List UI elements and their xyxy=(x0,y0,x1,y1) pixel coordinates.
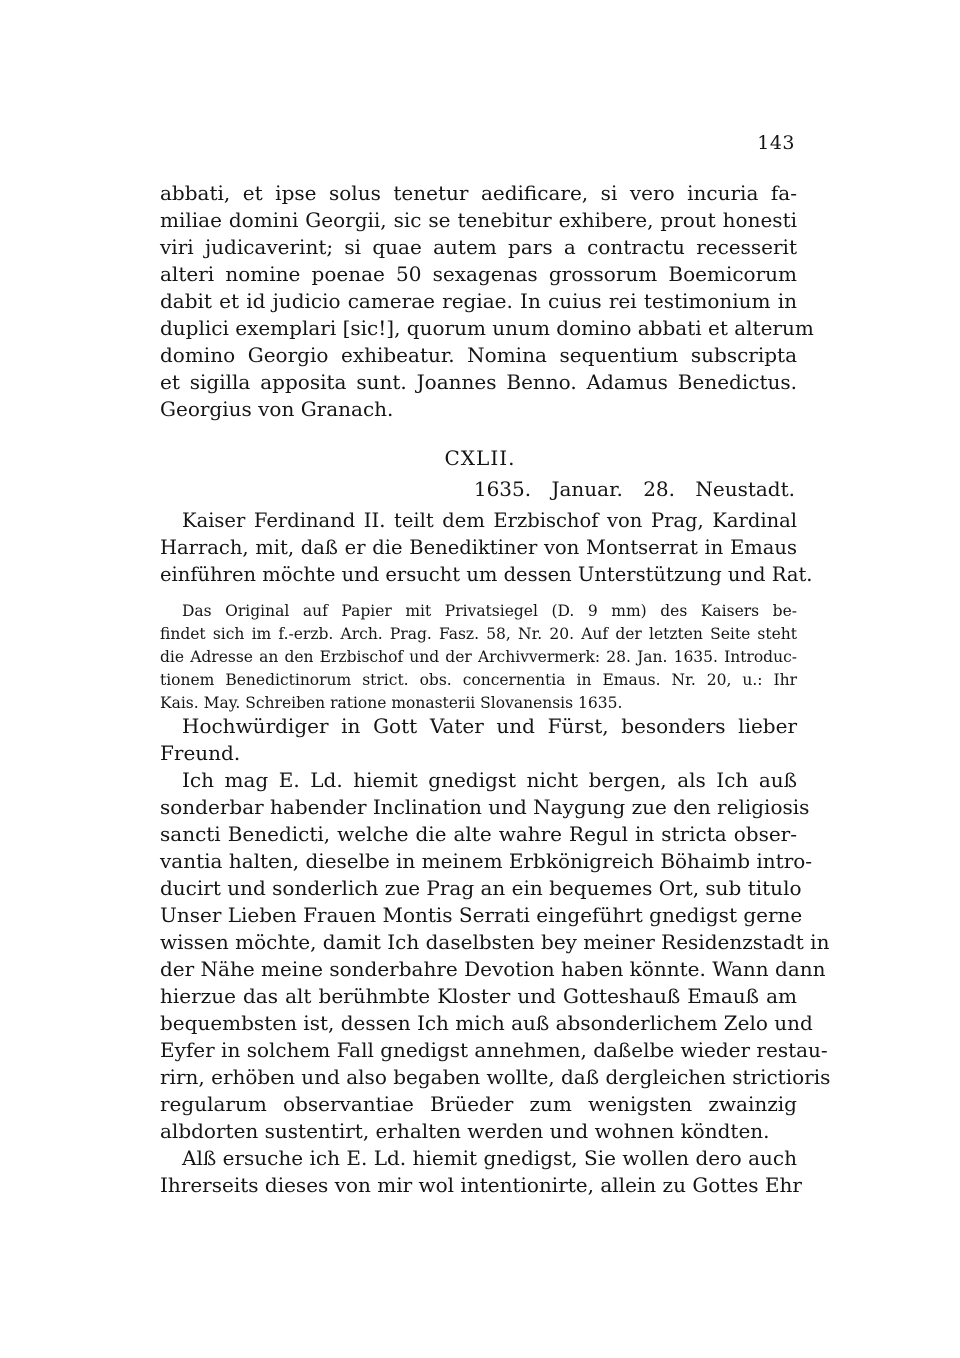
regest-line: Harrach, mit, daß er die Benediktiner von Montserrat in Emaus xyxy=(160,536,797,559)
letter-line: Unser Lieben Frauen Montis Serrati eingeführt gnedigst gerne xyxy=(160,903,803,927)
letter-line: rirn, erhöben und also begaben wollte, daß dergleichen strictioris xyxy=(160,1065,831,1089)
dateline-year: 1635. xyxy=(473,477,532,501)
dateline-place: Neustadt. xyxy=(695,477,795,501)
text-line: dabit et id judicio camerae regiae. In cuius rei testimonium in xyxy=(160,289,797,313)
page-number: 143 xyxy=(757,132,795,154)
letter-line: wissen möchte, damit Ich daselbsten bey meiner Residenzstadt in xyxy=(160,930,830,954)
letter-line: sonderbar habender Inclination und Naygung zue den religiosis xyxy=(160,795,810,819)
note-line: tionem Benedictinorum strict. obs. concernentia in Emaus. Nr. 20, u.: Ihr xyxy=(160,671,797,689)
regest-line: einführen möchte und ersucht um dessen Unterstützung und Rat. xyxy=(160,563,813,586)
text-line: viri judicaverint; si quae autem pars a contractu recesserit xyxy=(160,235,797,259)
letter-line: Alß ersuche ich E. Ld. hiemit gnedigst, Sie wollen dero auch xyxy=(182,1146,797,1170)
latin-text-block xyxy=(160,180,814,423)
letter-line: sancti Benedicti, welche die alte wahre Regul in stricta obser- xyxy=(160,822,797,846)
source-note xyxy=(160,600,797,715)
letter-line: Eyfer in solchem Fall gnedigst annehmen, daßelbe wieder restau- xyxy=(160,1038,828,1062)
letter-line: Ich mag E. Ld. hiemit gnedigst nicht bergen, als Ich auß xyxy=(182,768,797,792)
regest-line: Kaiser Ferdinand II. teilt dem Erzbischof von Prag, Kardinal xyxy=(182,509,797,532)
text-line: abbati, et ipse solus tenetur aedificare, si vero incuria fa- xyxy=(160,181,797,205)
text-line: et sigilla apposita sunt. Joannes Benno. Adamus Benedictus. xyxy=(160,370,797,394)
letter-line: bequembsten ist, dessen Ich mich auß absonderlichem Zelo und xyxy=(160,1011,813,1035)
document-number-text: CXLII. xyxy=(444,446,516,470)
note-line: findet sich im f.-erzb. Arch. Prag. Fasz. 58, Nr. 20. Auf der letzten Seite steht xyxy=(160,625,797,643)
regest-summary xyxy=(160,507,813,588)
letter-text xyxy=(160,713,831,1199)
letter-line: der Nähe meine sonderbahre Devotion haben könnte. Wann dann xyxy=(160,957,826,981)
letter-line: albdorten sustentirt, erhalten werden und wohnen köndten. xyxy=(160,1119,770,1143)
note-line: Kais. May. Schreiben ratione monasterii Slovanensis 1635. xyxy=(160,694,623,712)
text-line: domino Georgio exhibeatur. Nomina sequentium subscripta xyxy=(160,343,797,367)
document-number xyxy=(0,446,960,470)
letter-line: Hochwürdiger in Gott Vater und Fürst, besonders lieber xyxy=(182,714,797,738)
text-line: alteri nomine poenae 50 sexagenas grossorum Boemicorum xyxy=(160,262,797,286)
letter-line: regularum observantiae Brüeder zum wenigsten zwainzig xyxy=(160,1092,797,1116)
text-line: miliae domini Georgii, sic se tenebitur exhibere, prout honesti xyxy=(160,208,797,232)
note-line: die Adresse an den Erzbischof und der Archivvermerk: 28. Jan. 1635. Introduc- xyxy=(160,648,797,666)
letter-line: Freund. xyxy=(160,741,241,765)
letter-line: Ihrerseits dieses von mir wol intentionirte, allein zu Gottes Ehr xyxy=(160,1173,802,1197)
text-line: duplici exemplari [sic!], quorum unum domino abbati et alterum xyxy=(160,316,814,340)
letter-line: vantia halten, dieselbe in meinem Erbkönigreich Böhaimb intro- xyxy=(160,849,813,873)
letter-line: ducirt und sonderlich zue Prag an ein bequemes Ort, sub titulo xyxy=(160,876,802,900)
letter-line: hierzue das alt berühmbte Kloster und Gotteshauß Emauß am xyxy=(160,984,797,1008)
note-line: Das Original auf Papier mit Privatsiegel (D. 9 mm) des Kaisers be- xyxy=(182,602,797,620)
dateline-day: 28. xyxy=(643,477,675,501)
dateline-month: Januar. xyxy=(551,477,623,501)
dateline xyxy=(460,477,795,501)
text-line: Georgius von Granach. xyxy=(160,397,394,421)
